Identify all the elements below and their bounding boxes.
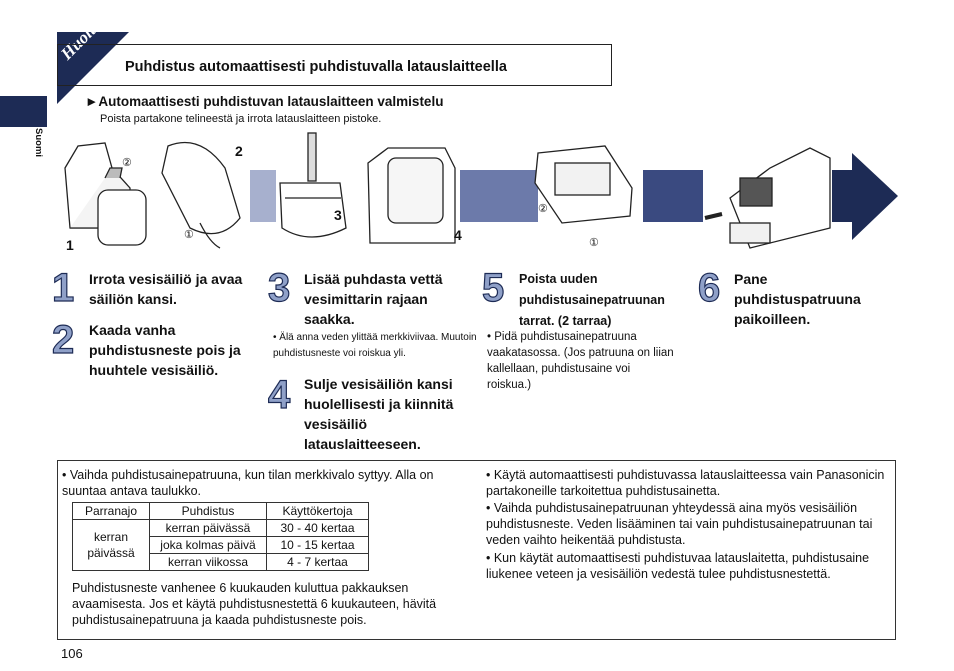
prep-heading: ►Automaattisesti puhdistuvan latauslaitteen valmistelu bbox=[85, 94, 444, 109]
table-row bbox=[73, 520, 369, 537]
step-text-3: Lisää puhdasta vettä vesimittarin rajaan saakka. bbox=[304, 271, 443, 327]
progress-bar-1 bbox=[250, 170, 276, 222]
step-number-4: 4 bbox=[268, 373, 291, 417]
table-cell: 10 - 15 kertaa bbox=[267, 537, 369, 554]
section-tag-label: Huolto bbox=[57, 15, 106, 64]
charger-figure-1 bbox=[65, 143, 146, 245]
prep-note: Poista partakone telineestä ja irrota latauslaitteen pistoke. bbox=[100, 113, 382, 125]
cartridge-figure bbox=[535, 146, 632, 223]
table-cell: kerran päivässä bbox=[150, 520, 267, 537]
figure-label-2: 2 bbox=[235, 143, 243, 159]
tank-pour-figure bbox=[162, 142, 240, 248]
step-number-3: 3 bbox=[268, 266, 291, 310]
charger-figure-4 bbox=[368, 148, 455, 243]
circled-2b: ② bbox=[538, 203, 548, 215]
step-number-6: 6 bbox=[698, 266, 721, 310]
step-text-6: Pane puhdistuspatruuna paikoilleen. bbox=[734, 271, 861, 327]
step-text-4: Sulje vesisäiliön kansi huolellisesti ja kiinnitä vesisäiliö latauslaitteeseen. bbox=[304, 376, 454, 452]
figure-label-4: 4 bbox=[454, 227, 462, 243]
step-number-2: 2 bbox=[52, 318, 75, 362]
step-number-5: 5 bbox=[482, 266, 505, 310]
language-label: Suomi bbox=[33, 128, 44, 158]
circled-1a: ① bbox=[184, 229, 194, 241]
step-text-1: Irrota vesisäiliö ja avaa säiliön kansi. bbox=[89, 271, 243, 307]
table-header: Käyttökertoja bbox=[267, 503, 369, 520]
charger-figure-6 bbox=[705, 148, 830, 248]
illustration-strip bbox=[50, 128, 900, 263]
step-number-1: 1 bbox=[52, 266, 75, 310]
step-note-3: • Älä anna veden ylittää merkkiviivaa. Muutoin puhdistusneste voi roiskua yli. bbox=[273, 332, 477, 359]
circled-1b: ① bbox=[589, 237, 599, 249]
table-cell: 30 - 40 kertaa bbox=[267, 520, 369, 537]
step-text-5: Poista uuden puhdistusainepatruunan tarrat. (2 tarraa) bbox=[519, 272, 665, 328]
arrow-icon bbox=[832, 153, 898, 240]
table-row-label: kerran päivässä bbox=[73, 520, 150, 571]
info-right-bullet-3: • Kun käytät automaattisesti puhdistuvaa latauslaitetta, puhdistusaine liukenee veteen ja vesisäiliön vedestä tulee puhdistusnestettä. bbox=[486, 551, 870, 581]
info-right-bullet-2: • Vaihda puhdistusainepatruunan yhteydessä aina myös vesisäiliön puhdistusneste. Veden lisääminen tai vain puhdistusainepatruunan tai veden vaihto heikentää puhdistusta. bbox=[486, 501, 873, 547]
circled-2a: ② bbox=[122, 157, 132, 169]
table-cell: kerran viikossa bbox=[150, 554, 267, 571]
step-note-5: • Pidä puhdistusainepatruuna vaakatasossa. (Jos patruuna on liian kallellaan, puhdistusaine voi roiskua.) bbox=[487, 331, 674, 391]
page-title: Puhdistus automaattisesti puhdistuvalla latauslaitteella bbox=[125, 59, 507, 75]
table-header: Puhdistus bbox=[150, 503, 267, 520]
table-cell: joka kolmas päivä bbox=[150, 537, 267, 554]
table-cell: 4 - 7 kertaa bbox=[267, 554, 369, 571]
progress-bar-3 bbox=[643, 170, 703, 222]
progress-bar-2 bbox=[460, 170, 538, 222]
table-header-row bbox=[73, 503, 369, 520]
table-header: Parranajo bbox=[73, 503, 150, 520]
info-right-bullet-1: • Käytä automaattisesti puhdistuvassa latauslaitteessa vain Panasonicin partakoneille tarkoitettua puhdistusainetta. bbox=[486, 468, 885, 498]
step-text-2: Kaada vanha puhdistusneste pois ja huuhtele vesisäiliö. bbox=[89, 322, 241, 378]
figure-label-3: 3 bbox=[334, 207, 342, 223]
figure-label-1: 1 bbox=[66, 237, 74, 253]
info-left-paragraph: Puhdistusneste vanhenee 6 kuukauden kuluttua pakkauksen avaamisesta. Jos et käytä puhdistusnestettä 6 kuukauteen, hävitä puhdistusainepatruuna ja kaada puhdistusneste pois. bbox=[72, 581, 437, 627]
usage-table bbox=[72, 502, 369, 571]
language-tab bbox=[0, 96, 47, 127]
page-number: 106 bbox=[61, 646, 83, 661]
info-left-bullet: • Vaihda puhdistusainepatruuna, kun tilan merkkivalo syttyy. Alla on suuntaa antava taulukko. bbox=[62, 468, 434, 498]
